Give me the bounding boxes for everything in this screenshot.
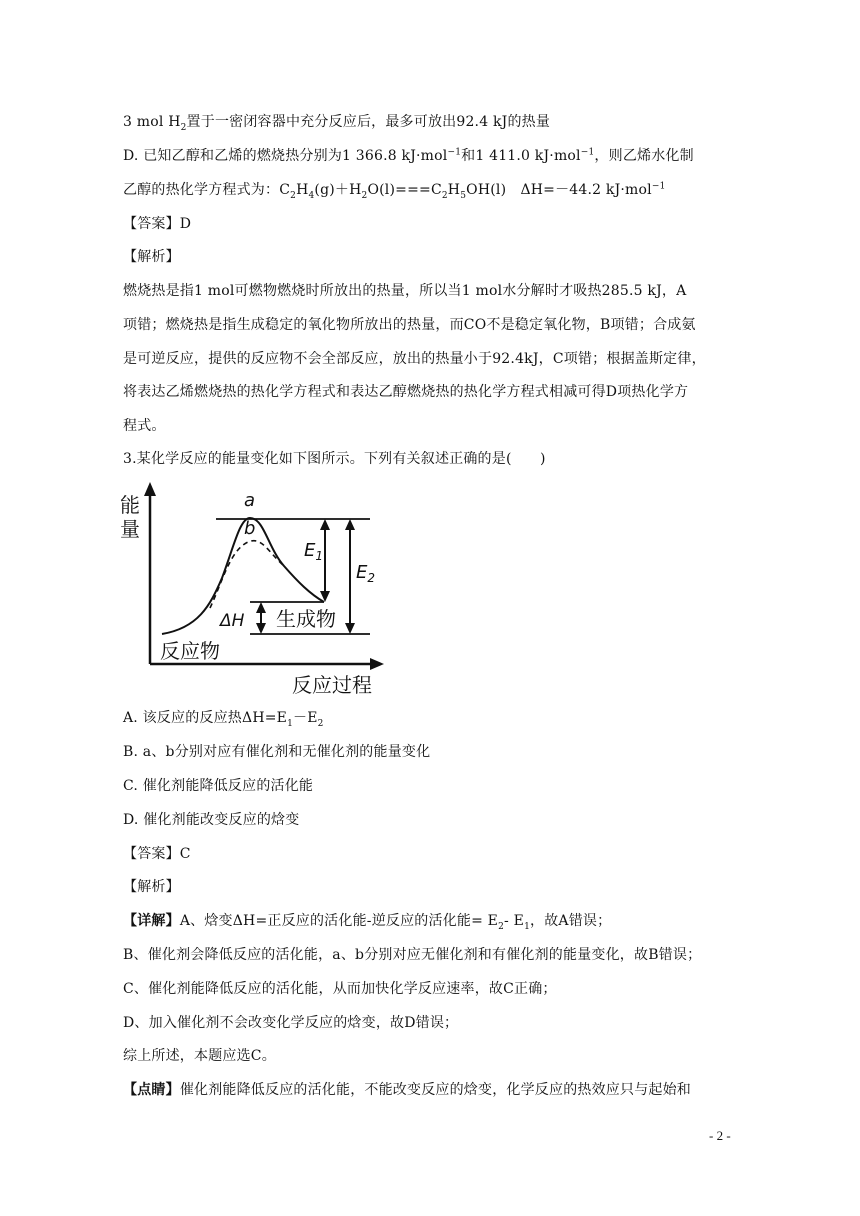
subscript: 2	[498, 921, 505, 932]
text-segment: 和1 411.0 kJ·mol	[461, 148, 581, 164]
y-axis-label-1: 能	[120, 493, 140, 517]
subscript: 4	[308, 190, 315, 201]
superscript: −1	[447, 147, 462, 158]
conclusion-line: 综上所述，本题应选C。	[123, 1048, 276, 1064]
text-segment: H	[296, 182, 309, 198]
detail-line-b: B、催化剂会降低反应的活化能，a、b分别对应无催化剂和有催化剂的能量变化，故B错误；	[123, 947, 702, 963]
subscript: 2	[290, 190, 297, 201]
analysis-heading-1: 【解析】	[123, 249, 180, 265]
subscript: 2	[361, 190, 368, 201]
text-segment: ，故A错误；	[530, 913, 612, 929]
text-segment: 置于一密闭容器中充分反应后，最多可放出92.4 kJ的热量	[186, 114, 551, 130]
delta-h-arrowhead-top	[256, 602, 266, 613]
e1-arrowhead-top	[320, 519, 330, 530]
analysis-heading-2: 【解析】	[123, 879, 180, 895]
e1-label: $E_1$	[304, 540, 324, 563]
text-segment: O(l)===C	[367, 182, 442, 198]
subscript: 5	[460, 190, 467, 201]
analysis-paragraph-line: 燃烧热是指1 mol可燃物燃烧时所放出的热量，所以当1 mol水分解时才吸热285.5 kJ，A	[123, 283, 687, 299]
superscript: −1	[580, 147, 595, 158]
detail-line-d: D、加入催化剂不会改变化学反应的焓变，故D错误；	[123, 1015, 459, 1031]
option-d-line-2	[123, 180, 666, 200]
question-3-stem: 3.某化学反应的能量变化如下图所示。下列有关叙述正确的是( )	[123, 451, 546, 467]
option-d-line-1	[123, 146, 694, 166]
tip-label: 【点睛】	[123, 1082, 180, 1098]
energy-profile-diagram	[118, 478, 393, 698]
text-segment: - E	[504, 913, 525, 929]
delta-h-arrowhead-bottom	[256, 623, 266, 634]
analysis-paragraph-line: 是可逆反应，提供的反应物不会全部反应，放出的热量小于92.4kJ，C项错；根据盖斯定律，	[123, 351, 706, 367]
detail-label: 【详解】	[123, 913, 180, 929]
subscript: 2	[180, 122, 187, 133]
text-segment: 3 mol H	[123, 114, 181, 130]
analysis-paragraph-line: 项错；燃烧热是指生成稳定的氧化物所放出的热量，而CO不是稳定氧化物，B项错；合成氨	[123, 317, 696, 333]
analysis-paragraph-line: 程式。	[123, 418, 166, 434]
detail-line-c: C、催化剂能降低反应的活化能，从而加快化学反应速率，故C正确；	[123, 981, 557, 997]
text-line-1	[123, 112, 550, 132]
x-axis-label: 反应过程	[292, 673, 372, 697]
option-c: C. 催化剂能降低反应的活化能	[123, 778, 314, 794]
subscript: 1	[287, 718, 294, 729]
text-segment: A. 该反应的反应热ΔH=E	[123, 710, 288, 726]
tip-line	[123, 1080, 691, 1100]
subscript: 2	[441, 190, 448, 201]
text-segment: －E	[293, 710, 318, 726]
text-segment: OH(l) ΔH=－44.2 kJ·mol	[466, 182, 652, 198]
e2-arrowhead-top	[345, 519, 355, 530]
detail-line-a	[123, 911, 611, 931]
reactant-label: 反应物	[160, 639, 220, 663]
delta-h-label: ΔH	[220, 611, 245, 631]
subscript: 1	[524, 921, 530, 932]
y-axis-arrowhead	[144, 482, 156, 496]
text-segment: H	[447, 182, 461, 198]
text-segment: 乙醇的热化学方程式为：C	[123, 182, 291, 198]
point-a-label: a	[244, 490, 256, 511]
e2-arrowhead-bottom	[345, 623, 355, 634]
option-d: D. 催化剂能改变反应的焓变	[123, 812, 300, 828]
answer-heading-2: 【答案】C	[123, 846, 191, 862]
page-number: - 2 -	[709, 1128, 731, 1143]
product-label: 生成物	[276, 607, 336, 631]
e2-label: $E_2$	[356, 562, 376, 585]
point-b-label: b	[244, 518, 256, 539]
text-segment: ，则乙烯水化制	[594, 148, 694, 164]
superscript: −1	[651, 181, 666, 192]
subscript: 2	[317, 718, 324, 729]
tip-text: 催化剂能降低反应的活化能，不能改变反应的焓变，化学反应的热效应只与起始和	[179, 1082, 692, 1098]
answer-heading-1: 【答案】D	[123, 216, 192, 232]
option-a	[123, 708, 324, 728]
text-segment: (g)＋H	[314, 182, 362, 198]
text-segment: D. 已知乙醇和乙烯的燃烧热分别为1 366.8 kJ·mol	[123, 148, 448, 164]
y-axis-label-2: 量	[120, 517, 140, 541]
text-segment: A、焓变ΔH=正反应的活化能-逆反应的活化能= E	[179, 913, 499, 929]
option-b: B. a、b分别对应有催化剂和无催化剂的能量变化	[123, 744, 431, 760]
x-axis-arrowhead	[370, 658, 384, 670]
analysis-paragraph-line: 将表达乙烯燃烧热的热化学方程式和表达乙醇燃烧热的热化学方程式相减可得D项热化学方	[123, 384, 689, 400]
